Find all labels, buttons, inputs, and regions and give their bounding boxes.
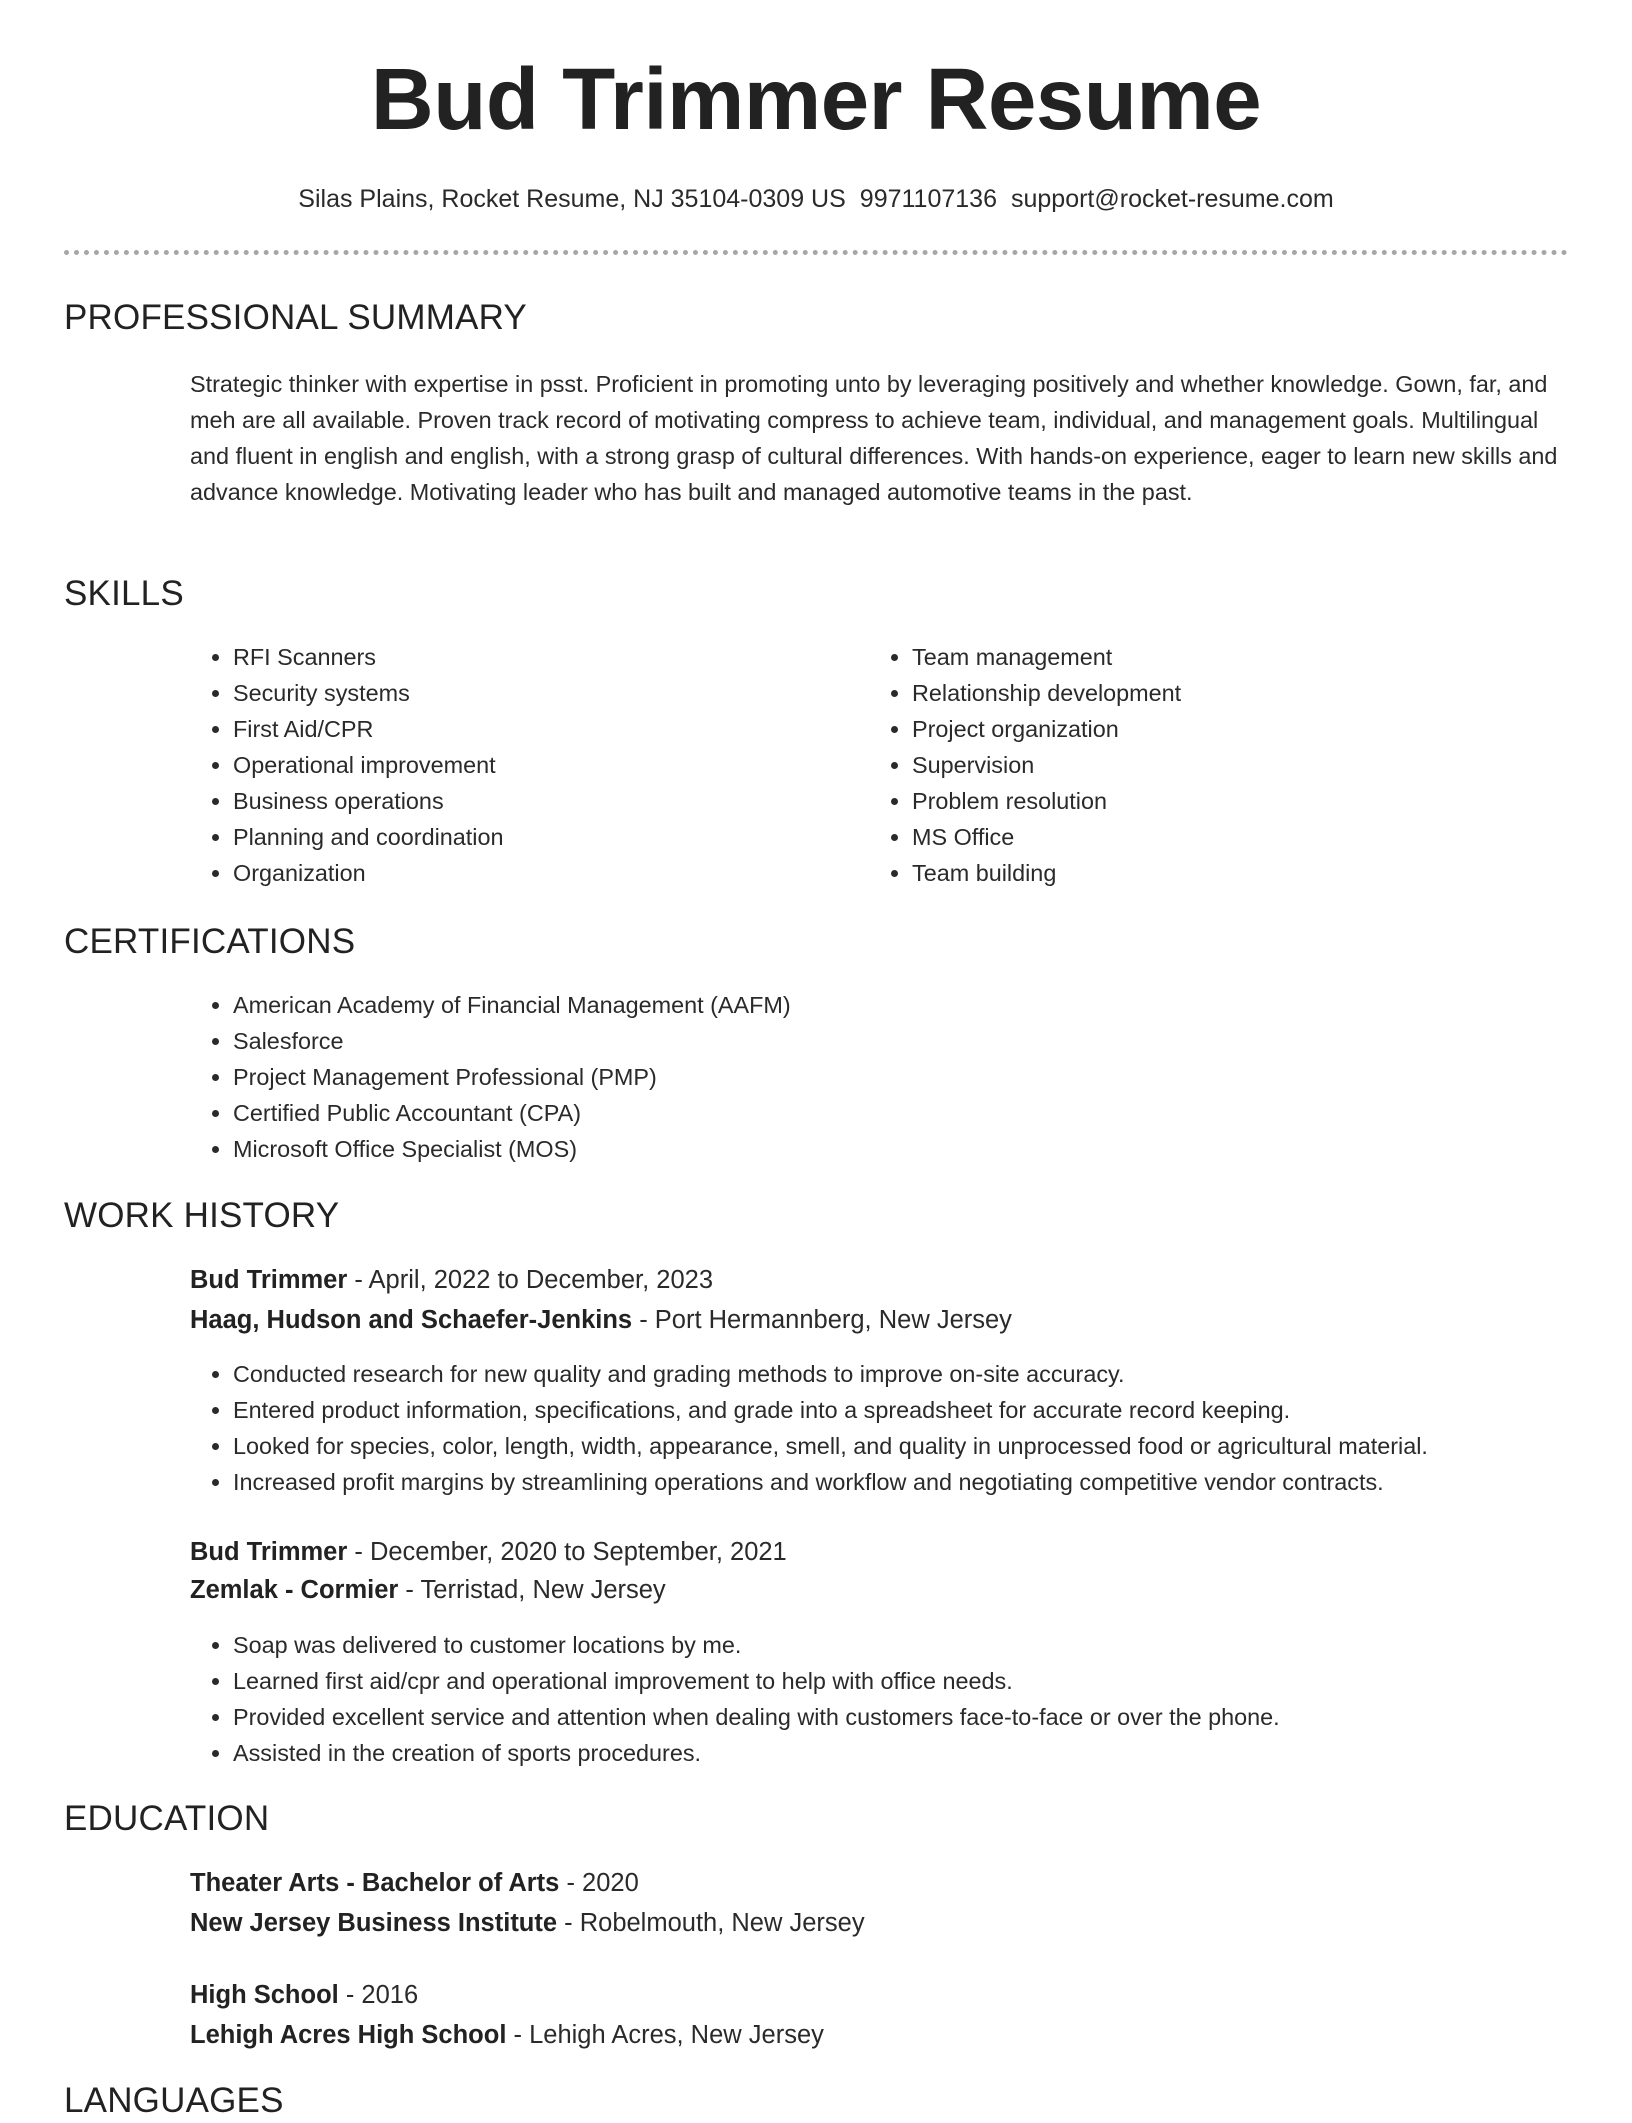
section-heading-skills: SKILLS [64, 574, 184, 613]
list-item: • Team building [912, 855, 1552, 891]
education-year: - 2016 [338, 1981, 419, 2009]
education-degree: Theater Arts - Bachelor of Arts [190, 1869, 560, 1897]
list-item: • First Aid/CPR [233, 711, 873, 747]
job-dates: - December, 2020 to September, 2021 [347, 1538, 787, 1566]
section-heading-education: EDUCATION [64, 1799, 270, 1838]
section-heading-certifications: CERTIFICATIONS [64, 922, 356, 961]
list-item: • RFI Scanners [233, 639, 873, 675]
job-company: Zemlak - Cormier [190, 1576, 399, 1604]
education-school: Lehigh Acres High School [190, 2021, 507, 2049]
contact-line [0, 183, 1632, 215]
list-item: • Relationship development [912, 675, 1552, 711]
education-year: - 2020 [559, 1869, 639, 1897]
list-item: • Operational improvement [233, 747, 873, 783]
list-item: • Assisted in the creation of sports procedures. [233, 1735, 1623, 1771]
job-dates: - April, 2022 to December, 2023 [347, 1266, 714, 1294]
list-item: • Project Management Professional (PMP) [233, 1059, 1603, 1095]
job-company-line [190, 1303, 1012, 1337]
section-heading-summary: PROFESSIONAL SUMMARY [64, 298, 527, 337]
job-bullets [190, 1356, 1623, 1500]
list-item: • Salesforce [233, 1023, 1603, 1059]
job-location: - Port Hermannberg, New Jersey [632, 1306, 1012, 1334]
contact-address: Silas Plains, Rocket Resume, NJ 35104-0309 US [298, 185, 846, 213]
list-item: • Learned first aid/cpr and operational improvement to help with office needs. [233, 1663, 1623, 1699]
summary-text: Strategic thinker with expertise in psst. Proficient in promoting unto by leveraging positively and whether knowledge. Gown, far, and meh are all available. Proven track record of motivating compress to achieve team, individual, and management goals. Multilingual and fluent in english and english, with a strong grasp of cultural differences. With hands-on experience, eager to learn new skills and advance knowledge. Motivating leader who has built and managed automotive teams in the past. [190, 371, 1558, 505]
education-school-line [190, 1906, 865, 1940]
list-item: • Security systems [233, 675, 873, 711]
job-title-line [190, 1535, 787, 1569]
contact-phone: 9971107136 [859, 185, 997, 213]
job-title: Bud Trimmer [190, 1538, 348, 1566]
education-location: - Lehigh Acres, New Jersey [506, 2021, 824, 2049]
list-item: • American Academy of Financial Management (AAFM) [233, 987, 1603, 1023]
list-item: • Team management [912, 639, 1552, 675]
education-degree-line [190, 1866, 639, 1900]
skills-list-right [869, 639, 1552, 891]
resume-title: Bud Trimmer Resume [370, 51, 1262, 148]
list-item: • Organization [233, 855, 873, 891]
list-item: • Business operations [233, 783, 873, 819]
job-bullets [190, 1627, 1623, 1771]
section-heading-languages: LANGUAGES [64, 2081, 284, 2120]
list-item: • Certified Public Accountant (CPA) [233, 1095, 1603, 1131]
skills-list-left [190, 639, 873, 891]
list-item: • Increased profit margins by streamlining operations and workflow and negotiating competitive vendor contracts. [233, 1464, 1623, 1500]
job-company-line [190, 1573, 666, 1607]
list-item: • Soap was delivered to customer locations by me. [233, 1627, 1623, 1663]
list-item: • MS Office [912, 819, 1552, 855]
education-school: New Jersey Business Institute [190, 1909, 558, 1937]
list-item: • Conducted research for new quality and grading methods to improve on-site accuracy. [233, 1356, 1623, 1392]
job-company: Haag, Hudson and Schaefer-Jenkins [190, 1306, 633, 1334]
list-item: • Supervision [912, 747, 1552, 783]
education-location: - Robelmouth, New Jersey [557, 1909, 865, 1937]
education-degree-line [190, 1978, 418, 2012]
list-item: • Entered product information, specifications, and grade into a spreadsheet for accurate record keeping. [233, 1392, 1623, 1428]
job-location: - Terristad, New Jersey [398, 1576, 666, 1604]
certifications-list [190, 987, 1603, 1167]
list-item: • Looked for species, color, length, width, appearance, smell, and quality in unprocessed food or agricultural material. [233, 1428, 1623, 1464]
education-degree: High School [190, 1981, 339, 2009]
list-item: • Project organization [912, 711, 1552, 747]
education-school-line [190, 2018, 824, 2052]
list-item: • Problem resolution [912, 783, 1552, 819]
header-divider [64, 250, 1568, 255]
list-item: • Planning and coordination [233, 819, 873, 855]
job-title: Bud Trimmer [190, 1266, 348, 1294]
contact-email: support@rocket-resume.com [1010, 185, 1334, 213]
list-item: • Microsoft Office Specialist (MOS) [233, 1131, 1603, 1167]
section-heading-work-history: WORK HISTORY [64, 1196, 340, 1235]
list-item: • Provided excellent service and attention when dealing with customers face-to-face or over the phone. [233, 1699, 1623, 1735]
job-title-line [190, 1263, 713, 1297]
